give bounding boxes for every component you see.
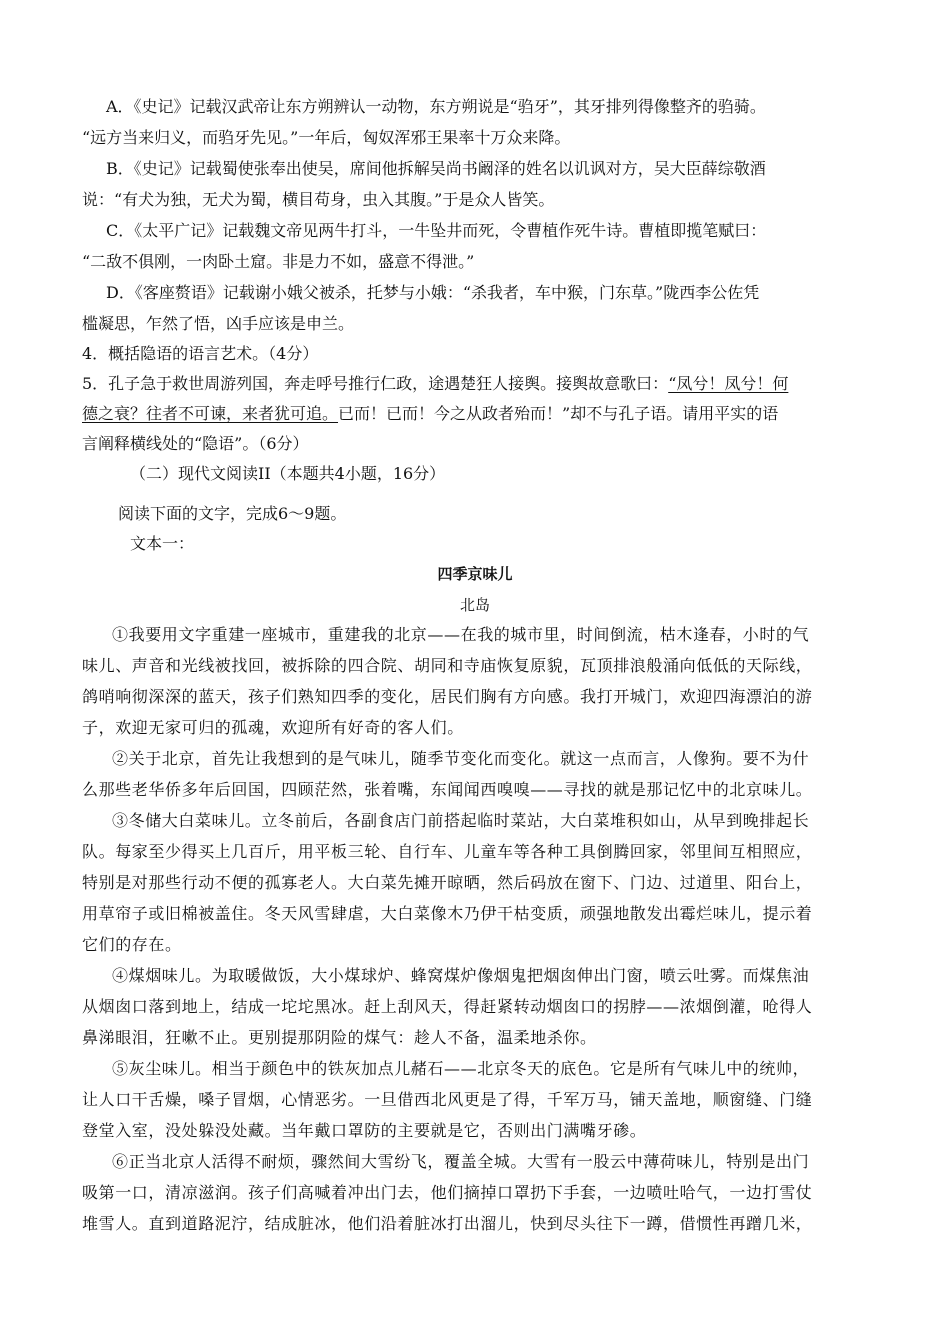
option-c-line-2: “二敌不俱刚，一肉卧土窟。非是力不如，盛意不得泄。” — [82, 252, 475, 271]
essay-paragraph-5-line: 登堂入室，没处躲没处藏。当年戴口罩防的主要就是它，否则出门满嘴牙碜。 — [82, 1121, 647, 1140]
essay-paragraph-1-line: 子，欢迎无家可归的孤魂，欢迎所有好奇的客人们。 — [82, 718, 464, 737]
question-5-text-cont: 已而！已而！今之从政者殆而！”却不与孔子语。请用平实的语 — [338, 404, 779, 423]
essay-paragraph-3-line: 它们的存在。 — [82, 935, 182, 954]
question-4: 4．概括隐语的语言艺术。（4分） — [82, 344, 319, 363]
question-5-line-2 — [82, 403, 778, 425]
question-5-text: 5．孔子急于救世周游列国，奔走呼号推行仁政，途遇楚狂人接舆。接舆故意歌曰： — [82, 374, 669, 393]
essay-paragraph-3-line: 队。每家至少得买上几百斤，用平板三轮、自行车、儿童车等各种工具倒腾回家，邻里间互相照应， — [82, 842, 813, 861]
essay-paragraph-5-line: ⑤灰尘味儿。相当于颜色中的铁灰加点儿赭石——北京冬天的底色。它是所有气味儿中的统帅， — [112, 1059, 810, 1078]
text-one-label: 文本一： — [130, 534, 195, 553]
option-c-line-1: C．《太平广记》记载魏文帝见两牛打斗，一牛坠井而死，令曹植作死牛诗。曹植即揽笔赋曰： — [106, 221, 767, 240]
essay-author: 北岛 — [459, 596, 490, 614]
essay-paragraph-6-line: ⑥正当北京人活得不耐烦，骤然间大雪纷飞，覆盖全城。大雪有一股云中薄荷味儿，特别是出门 — [112, 1152, 810, 1171]
essay-paragraph-2-line: ②关于北京，首先让我想到的是气味儿，随季节变化而变化。就这一点而言，人像狗。要不为什 — [112, 749, 810, 768]
essay-paragraph-6-line: 吸第一口，清凉滋润。孩子们高喊着冲出门去，他们摘掉口罩扔下手套，一边喷吐哈气，一边打雪仗 — [82, 1183, 813, 1202]
essay-paragraph-2-line: 么那些老华侨多年后回国，四顾茫然，张着嘴，东闻闻西嗅嗅——寻找的就是那记忆中的北京味儿。 — [82, 780, 813, 799]
essay-paragraph-3-line: 特别是对那些行动不便的孤寡老人。大白菜先摊开晾晒，然后码放在窗下、门边、过道里、阳台上， — [82, 873, 813, 892]
essay-paragraph-3-line: 用草帘子或旧棉被盖住。冬天风雪肆虐，大白菜像木乃伊干枯变质，顽强地散发出霉烂味儿，提示着 — [82, 904, 813, 923]
essay-paragraph-4-line: ④煤烟味儿。为取暖做饭，大小煤球炉、蜂窝煤炉像烟鬼把烟囱伸出门窗，喷云吐雾。而煤焦油 — [112, 966, 810, 985]
question-5-line-1 — [82, 373, 788, 395]
option-d-line-1: D．《客座赘语》记载谢小娥父被杀，托梦与小娥：“杀我者，车中猴，门东草。”陇西李公佐凭 — [106, 283, 760, 302]
option-b-line-1: B．《史记》记载蜀使张奉出使吴，席间他拆解吴尚书阚泽的姓名以讥讽对方，吴大臣薛综敬酒 — [106, 159, 766, 178]
option-d-line-2: 槛凝思，乍然了悟，凶手应该是申兰。 — [82, 314, 355, 333]
reading-instruction: 阅读下面的文字，完成6～9题。 — [118, 504, 347, 523]
question-5-underlined-quote: “凤兮！凤兮！何 — [668, 374, 789, 393]
essay-paragraph-1-line: ①我要用文字重建一座城市，重建我的北京——在我的城市里，时间倒流，枯木逢春，小时的气 — [112, 625, 810, 644]
option-b-line-2: 说：“有犬为独，无犬为蜀，横目苟身，虫入其腹。”于是众人皆笑。 — [82, 190, 555, 209]
option-a-line-2: “远方当来归义，而驺牙先见。”一年后，匈奴浑邪王果率十万众来降。 — [82, 128, 571, 147]
essay-title: 四季京味儿 — [437, 565, 513, 583]
essay-paragraph-1-line: 味儿、声音和光线被找回，被拆除的四合院、胡同和寺庙恢复原貌，瓦顶排浪般涌向低低的天际线， — [82, 656, 813, 675]
section-heading: （二）现代文阅读II（本题共4小题，16分） — [130, 464, 446, 483]
essay-paragraph-4-line: 从烟囱口落到地上，结成一坨坨黑冰。赶上刮风天，得赶紧转动烟囱口的拐脖——浓烟倒灌，呛得人 — [82, 997, 813, 1016]
essay-paragraph-6-line: 堆雪人。直到道路泥泞，结成脏冰，他们沿着脏冰打出溜儿，快到尽头往下一蹲，借惯性再蹭几米， — [82, 1214, 813, 1233]
essay-paragraph-4-line: 鼻涕眼泪，狂嗽不止。更别提那阴险的煤气：趁人不备，温柔地杀你。 — [82, 1028, 597, 1047]
essay-paragraph-5-line: 让人口干舌燥，嗓子冒烟，心情恶劣。一旦借西北风更是了得，千军万马，铺天盖地，顺窗缝、门缝 — [82, 1090, 813, 1109]
question-5-line-3: 言阐释横线处的“隐语”。（6分） — [82, 434, 309, 453]
option-a-line-1: A．《史记》记载汉武帝让东方朔辨认一动物，东方朔说是“驺牙”，其牙排列得像整齐的驺骑。 — [106, 97, 766, 116]
essay-paragraph-1-line: 鸽哨响彻深深的蓝天，孩子们熟知四季的变化，居民们胸有方向感。我打开城门，欢迎四海漂泊的游 — [82, 687, 813, 706]
essay-paragraph-3-line: ③冬储大白菜味儿。立冬前后，各副食店门前搭起临时菜站，大白菜堆积如山，从早到晚排起长 — [112, 811, 810, 830]
question-5-underlined-quote-cont: 德之衰？往者不可谏，来者犹可追。 — [82, 404, 339, 423]
